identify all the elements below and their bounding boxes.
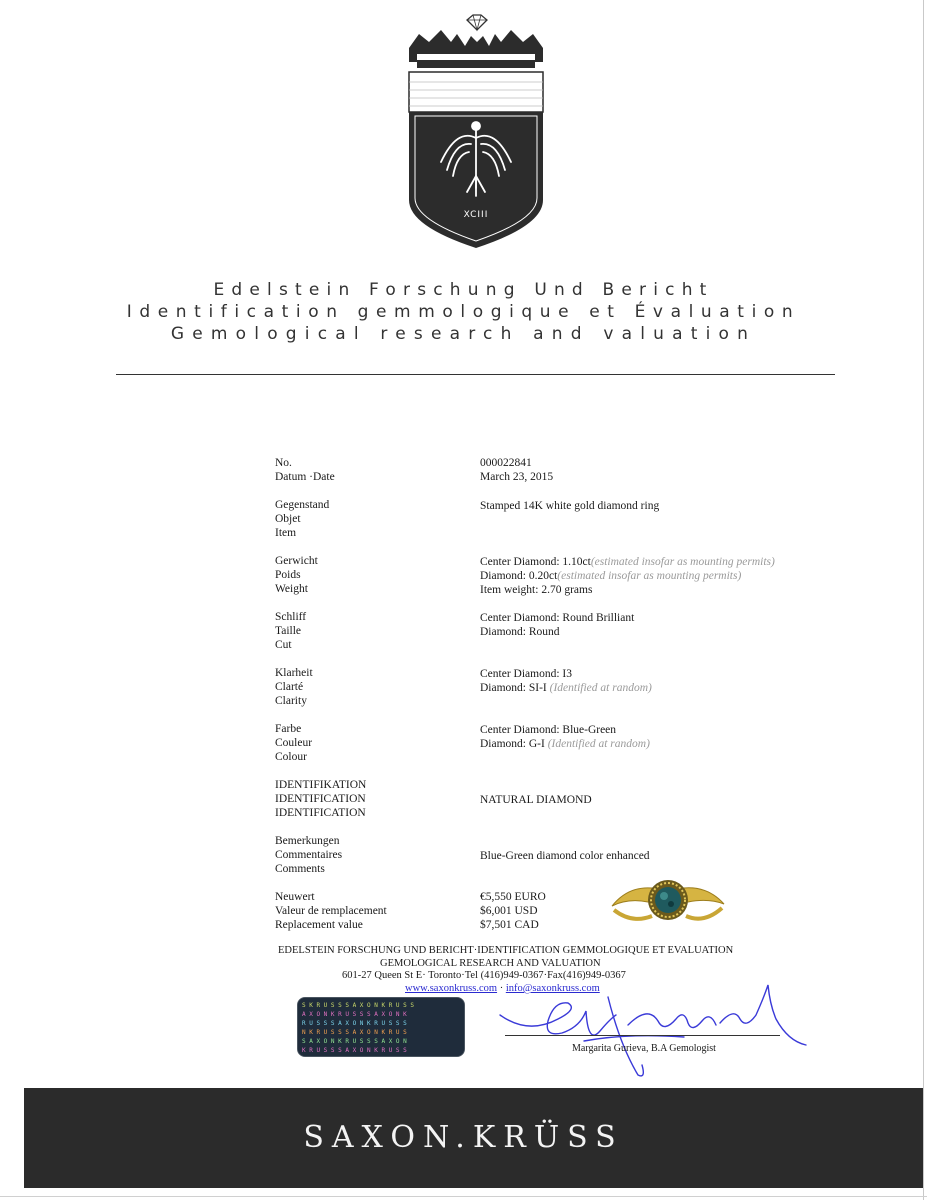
heading-german: Edelstein Forschung Und Bericht	[213, 280, 714, 300]
page-edge	[923, 0, 924, 1200]
weight-center-text: Center Diamond: 1.10ct	[480, 556, 591, 568]
identification-label-en: IDENTIFICATION	[275, 807, 366, 819]
colour-diamond-note: (Identified at random)	[547, 738, 650, 750]
value-label-en: Replacement value	[275, 919, 363, 931]
weight-item: Item weight: 2.70 grams	[480, 584, 593, 596]
page-edge-bottom	[0, 1196, 927, 1197]
colour-label-fr: Couleur	[275, 737, 313, 749]
weight-label-fr: Poids	[275, 569, 301, 581]
clarity-diamond	[480, 681, 652, 695]
comments-label-fr: Commentaires	[275, 849, 343, 861]
weight-label-en: Weight	[275, 583, 308, 595]
identification-label-fr: IDENTIFICATION	[275, 793, 366, 805]
colour-label-de: Farbe	[275, 723, 302, 735]
colour-diamond	[480, 737, 650, 751]
svg-text:S A X O N K R U S S S A X O N: S A X O N K R U S S S A X O N	[302, 1038, 407, 1045]
heading-divider	[116, 374, 835, 375]
item-label-en: Item	[275, 527, 297, 539]
item-label-de: Gegenstand	[275, 499, 330, 511]
comments-label-de: Bemerkungen	[275, 835, 340, 847]
weight-center-note: (estimated insofar as mounting permits)	[590, 556, 775, 568]
svg-text:R U S S S A X O N K R U S S S: R U S S S A X O N K R U S S S	[302, 1020, 407, 1027]
item-label-fr: Objet	[275, 513, 301, 525]
date-label: Datum ·Date	[275, 471, 335, 483]
colour-diamond-text: Diamond: G-I	[480, 738, 545, 750]
number-value: 000022841	[480, 457, 532, 469]
identification-label-de: IDENTIFIKATION	[275, 779, 367, 791]
signature	[488, 975, 818, 1080]
value-cad: $7,501 CAD	[480, 919, 539, 931]
weight-center-diamond	[480, 555, 775, 569]
heading-english: Gemological research and valuation	[170, 324, 757, 344]
comments-label-en: Comments	[275, 863, 325, 875]
cut-center-diamond: Center Diamond: Round Brilliant	[480, 612, 635, 624]
colour-center-diamond: Center Diamond: Blue-Green	[480, 724, 617, 736]
value-usd: $6,001 USD	[480, 905, 538, 917]
link-separator: ·	[497, 983, 506, 994]
value-euro: €5,550 EURO	[480, 891, 546, 903]
item-value: Stamped 14K white gold diamond ring	[480, 500, 660, 512]
footer-subtitle: GEMOLOGICAL RESEARCH AND VALUATION	[380, 958, 601, 969]
cut-diamond: Diamond: Round	[480, 626, 560, 638]
clarity-label-fr: Clarté	[275, 681, 304, 693]
brand-name: SAXON.KRÜSS	[303, 1120, 624, 1155]
svg-text:K R U S S S A X O N K R U S S: K R U S S S A X O N K R U S S	[302, 1047, 407, 1054]
hologram-sticker	[297, 997, 465, 1057]
date-value: March 23, 2015	[480, 471, 554, 483]
signature-line	[505, 1035, 780, 1036]
footer-address: 601-27 Queen St E· Toronto·Tel (416)949-0367·Fax(416)949-0367	[342, 970, 626, 981]
clarity-center-diamond: Center Diamond: I3	[480, 668, 572, 680]
email-link[interactable]: info@saxonkruss.com	[505, 983, 600, 994]
svg-text:A X O N K R U S S S A X O N K: A X O N K R U S S S A X O N K	[302, 1011, 407, 1018]
colour-label-en: Colour	[275, 751, 307, 763]
comments-value: Blue-Green diamond color enhanced	[480, 850, 650, 862]
number-label: No.	[275, 457, 292, 469]
footer-company: EDELSTEIN FORSCHUNG UND BERICHT·IDENTIFICATION GEMMOLOGIQUE ET EVALUATION	[278, 945, 734, 956]
cut-label-fr: Taille	[275, 625, 302, 637]
weight-diamond-note: (estimated insofar as mounting permits)	[557, 570, 742, 582]
crest-numeral: XCIII	[463, 210, 489, 220]
clarity-diamond-note: (Identified at random)	[549, 682, 652, 694]
cut-label-en: Cut	[275, 639, 292, 651]
svg-text:N K R U S S S A X O N K R U S: N K R U S S S A X O N K R U S	[302, 1029, 407, 1036]
clarity-label-en: Clarity	[275, 695, 307, 707]
value-label-de: Neuwert	[275, 891, 315, 903]
identification-value: NATURAL DIAMOND	[480, 794, 592, 806]
weight-diamond-text: Diamond: 0.20ct	[480, 570, 558, 582]
clarity-label-de: Klarheit	[275, 667, 313, 679]
weight-label-de: Gerwicht	[275, 555, 318, 567]
weight-diamond	[480, 569, 741, 583]
clarity-diamond-text: Diamond: SI-I	[480, 682, 547, 694]
heading-french: Identification gemmologique et Évaluation	[126, 302, 801, 322]
value-label-fr: Valeur de remplacement	[275, 905, 387, 917]
svg-text:S K R U S S S A X O N K R U S: S K R U S S S A X O N K R U S S	[302, 1002, 414, 1009]
cut-label-de: Schliff	[275, 611, 307, 623]
website-link[interactable]: www.saxonkruss.com	[405, 983, 498, 994]
signatory-name: Margarita Gurieva, B.A Gemologist	[572, 1043, 716, 1054]
ring-photo	[608, 868, 728, 934]
